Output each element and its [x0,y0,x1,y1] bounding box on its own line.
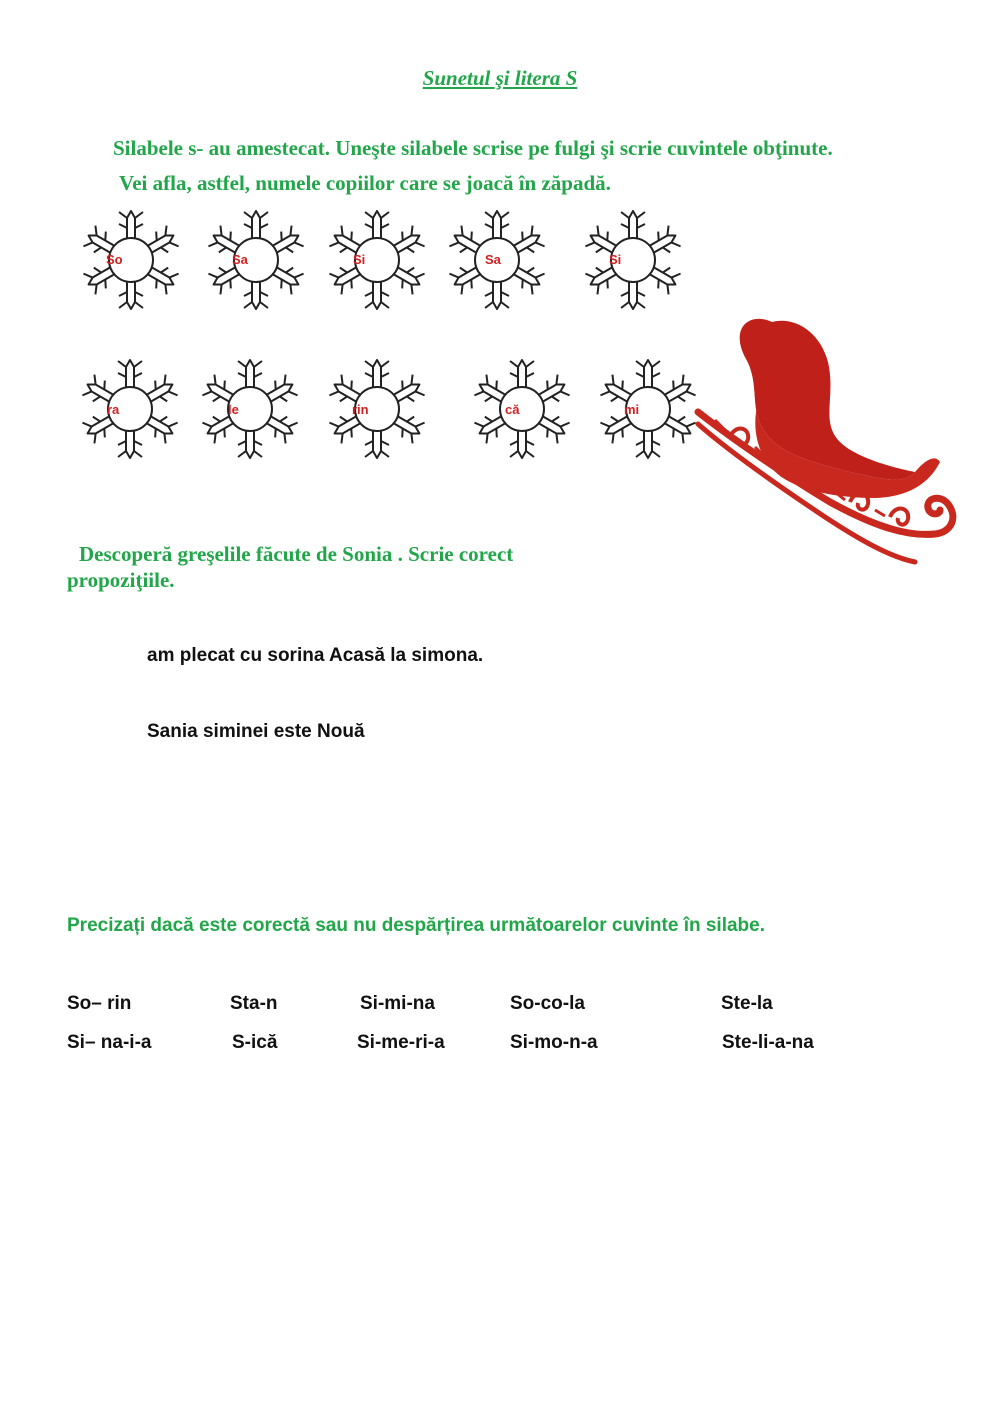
exercise1-instruction-line1: Silabele s- au amestecat. Uneşte silabele scrise pe fulgi şi scrie cuvintele obţinute. [113,136,833,160]
exercise1-instruction-line2: Vei afla, astfel, numele copiilor care se joacă în zăpadă. [119,171,611,195]
snowflake-icon[interactable] [470,357,574,461]
word-item: Si– na-i-a [67,1032,152,1053]
syllable-label: Sa [232,252,248,267]
word-item: Ste-la [721,993,773,1014]
snowflake-icon[interactable] [581,208,685,312]
exercise2-instruction-line2: propoziţiile. [67,568,175,592]
syllable-label: că [505,402,520,417]
snowflake-icon[interactable] [79,208,183,312]
syllable-label: ra [107,402,120,417]
word-item: Sta-n [230,993,278,1014]
snowflake-icon[interactable] [325,208,429,312]
word-item: Ste-li-a-na [722,1032,814,1053]
word-item: So-co-la [510,993,585,1014]
word-item: S-ică [232,1032,278,1053]
snowflake-icon[interactable] [78,357,182,461]
snowflake-icon[interactable] [325,357,429,461]
syllable-label: Si [353,252,366,267]
syllable-label: le [228,402,239,417]
word-item: So– rin [67,993,132,1014]
syllable-label: mi [624,402,640,417]
syllable-label: rin [352,402,369,417]
snowflake-icon[interactable] [596,357,700,461]
syllable-label: Sa [485,252,501,267]
word-item: Si-mo-n-a [510,1032,598,1053]
exercise2-instruction-line1: Descoperă greşelile făcute de Sonia . Scrie corect [79,542,514,566]
word-item: Si-me-ri-a [357,1032,445,1053]
sentence-2: Sania siminei este Nouă [147,721,365,742]
page-title: Sunetul şi litera S [422,66,578,90]
snowflake-icon[interactable] [204,208,308,312]
syllable-label: Si [609,252,622,267]
sleigh-icon [690,312,960,574]
snowflake-icon[interactable] [445,208,549,312]
syllable-label: So [106,252,123,267]
exercise3-instruction: Precizați dacă este corectă sau nu despărțirea următoarelor cuvinte în silabe. [67,915,766,936]
sentence-1: am plecat cu sorina Acasă la simona. [147,645,484,666]
snowflake-icon[interactable] [198,357,302,461]
word-item: Si-mi-na [360,993,435,1014]
